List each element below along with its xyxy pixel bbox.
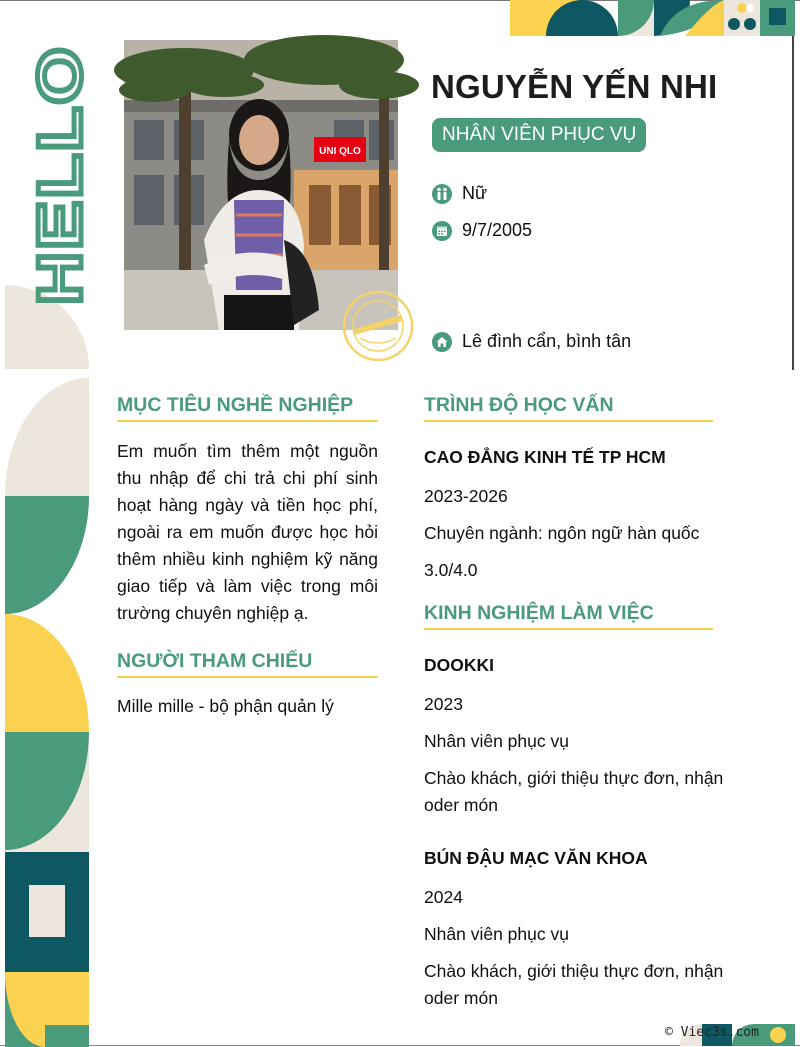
job-description: Chào khách, giới thiệu thực đơn, nhận oder món (424, 961, 724, 1008)
page-border-right (792, 0, 794, 370)
education-title: TRÌNH ĐỘ HỌC VẤN (424, 394, 614, 416)
job-company: DOOKKI (424, 655, 494, 675)
watermark: © Viec3s.com (665, 1025, 759, 1040)
reference-text: Mille mille - bộ phận quản lý (117, 696, 334, 716)
store-sign-text: UNI QLO (319, 146, 361, 157)
profile-photo (124, 40, 398, 330)
job-position: Nhân viên phục vụ (424, 924, 569, 944)
experience-title: KINH NGHIỆM LÀM VIỆC (424, 602, 654, 624)
job-title-badge: NHÂN VIÊN PHỤC VỤ (432, 118, 646, 152)
address-row (432, 331, 631, 352)
dob-row (432, 220, 532, 241)
gender-row (432, 183, 487, 204)
received-stamp (340, 288, 416, 364)
gender-value: Nữ (462, 183, 488, 203)
objective-title: MỤC TIÊU NGHỀ NGHIỆP (117, 394, 354, 416)
calendar-icon (432, 221, 452, 241)
job-year: 2023 (424, 694, 463, 714)
dob-value: 9/7/2005 (462, 220, 533, 240)
hello-text: HELLO (26, 84, 95, 305)
education-gpa: 3.0/4.0 (424, 560, 478, 580)
job-year: 2024 (424, 887, 463, 907)
education-school: CAO ĐẲNG KINH TẾ TP HCM (424, 447, 666, 467)
education-major: Chuyên ngành: ngôn ngữ hàn quốc (424, 523, 700, 543)
hello-decor (26, 43, 95, 307)
job-company: BÚN ĐẬU MẠC VĂN KHOA (424, 848, 648, 868)
experience-rule (424, 628, 713, 630)
objective-rule (117, 420, 378, 422)
reference-rule (117, 676, 378, 678)
home-icon (432, 332, 452, 352)
education-years: 2023-2026 (424, 486, 508, 506)
address-value: Lê đình cẩn, bình tân (462, 331, 632, 351)
reference-title: NGƯỜI THAM CHIẾU (117, 650, 313, 672)
objective-text: Em muốn tìm thêm một nguồn thu nhập để chi trả chi phí sinh hoạt hàng ngày và tiền học phí, ngoài ra em muốn được học hỏi thêm nhiều kinh nghiệm kỹ năng giao tiếp và làm việc trong môi trường chuyên nghiệp ạ. (117, 441, 378, 623)
job-description: Chào khách, giới thiệu thực đơn, nhận oder món (424, 768, 724, 815)
job-position: Nhân viên phục vụ (424, 731, 569, 751)
education-rule (424, 420, 713, 422)
candidate-name: NGUYỄN YẾN NHI (431, 68, 718, 105)
gender-icon (432, 184, 452, 204)
top-decorative-band (510, 0, 795, 36)
